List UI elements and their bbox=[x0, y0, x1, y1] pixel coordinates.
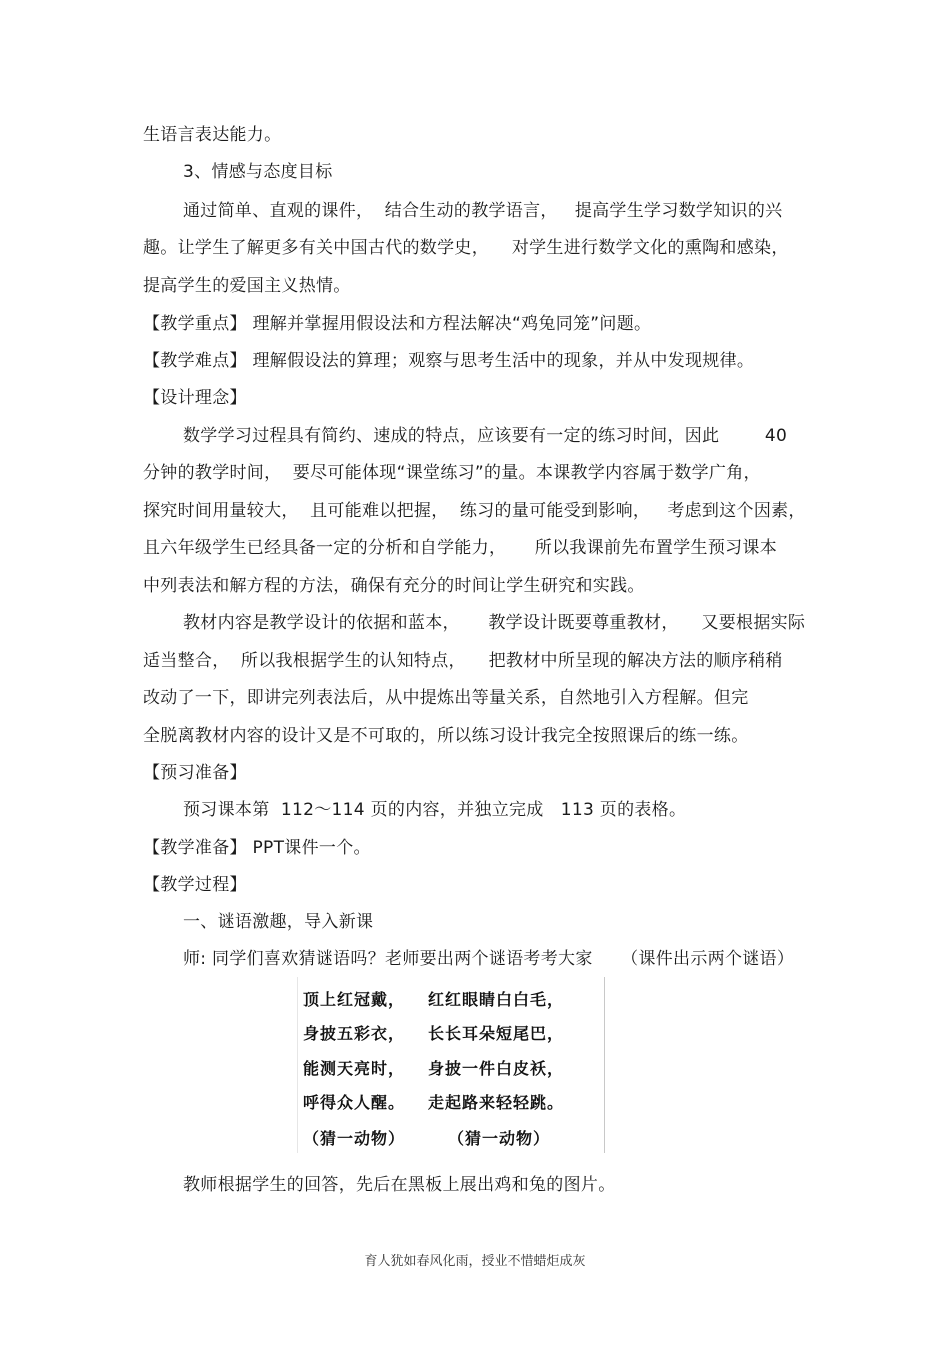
difficult-point: 【教学难点】 理解假设法的算理；观察与思考生活中的现象，并从中发现规律。 bbox=[143, 351, 755, 371]
paragraph: 教材内容是教学设计的依据和蓝本， 教学设计既要尊重教材， 又要根据实际 bbox=[183, 613, 806, 633]
paragraph: 全脱离教材内容的设计又是不可取的，所以练习设计我完全按照课后的练一练。 bbox=[143, 726, 749, 746]
section-heading: 3、情感与态度目标 bbox=[183, 162, 333, 182]
paragraph: 教师根据学生的回答，先后在黑板上展出鸡和兔的图片。 bbox=[183, 1175, 616, 1195]
riddle-right-line: 红红眼睛白白毛， bbox=[428, 990, 565, 1009]
riddle-left-hint: （猜一动物） bbox=[303, 1129, 406, 1148]
paragraph: 改动了一下，即讲完列表法后，从中提炼出等量关系，自然地引入方程解。但完 bbox=[143, 688, 749, 708]
paragraph: 数学学习过程具有简约、速成的特点，应该要有一定的练习时间，因此 40 bbox=[183, 426, 788, 446]
paragraph: 中列表法和解方程的方法，确保有充分的时间让学生研究和实践。 bbox=[143, 576, 645, 596]
paragraph: 生语言表达能力。 bbox=[143, 125, 282, 145]
riddle-right-line: 长长耳朵短尾巴， bbox=[428, 1024, 565, 1043]
sub-heading: 一、谜语激趣，导入新课 bbox=[183, 912, 374, 932]
paragraph: 且六年级学生已经具备一定的分析和自学能力， 所以我课前先布置学生预习课本 bbox=[143, 538, 778, 558]
riddle-right-line: 走起路来轻轻跳。 bbox=[428, 1093, 565, 1112]
riddle-left-line: 顶上红冠戴， bbox=[303, 990, 406, 1009]
section-heading: 【设计理念】 bbox=[143, 388, 247, 408]
section-heading: 【教学过程】 bbox=[143, 875, 247, 895]
key-point: 【教学重点】 理解并掌握用假设法和方程法解决“鸡兔同笼”问题。 bbox=[143, 314, 652, 334]
riddle-image bbox=[297, 977, 605, 1153]
riddle-left-line: 身披五彩衣， bbox=[303, 1024, 406, 1043]
riddle-left-line: 呼得众人醒。 bbox=[303, 1093, 406, 1112]
page-footer: 育人犹如春风化雨，授业不惜蜡炬成灰 bbox=[364, 1254, 586, 1269]
teaching-prep: 【教学准备】 PPT课件一个。 bbox=[143, 838, 371, 858]
riddle-left-line: 能测天亮时， bbox=[303, 1059, 406, 1078]
paragraph: 适当整合， 所以我根据学生的认知特点， 把教材中所呈现的解决方法的顺序稍稍 bbox=[143, 651, 783, 671]
paragraph: 师: 同学们喜欢猜谜语吗？老师要出两个谜语考考大家 （课件出示两个谜语） bbox=[183, 949, 795, 969]
paragraph: 提高学生的爱国主义热情。 bbox=[143, 276, 351, 296]
paragraph: 趣。让学生了解更多有关中国古代的数学史， 对学生进行数学文化的熏陶和感染， bbox=[143, 238, 789, 258]
paragraph: 预习课本第 112～114 页的内容，并独立完成 113 页的表格。 bbox=[183, 800, 687, 820]
riddle-right-line: 身披一件白皮袄， bbox=[428, 1059, 565, 1078]
section-heading: 【预习准备】 bbox=[143, 763, 247, 783]
paragraph: 分钟的教学时间， 要尽可能体现“课堂练习”的量。本课教学内容属于数学广角， bbox=[143, 463, 761, 483]
paragraph: 通过简单、直观的课件， 结合生动的教学语言， 提高学生学习数学知识的兴 bbox=[183, 201, 783, 221]
paragraph: 探究时间用量较大， 且可能难以把握， 练习的量可能受到影响， 考虑到这个因素， bbox=[143, 501, 806, 521]
riddle-right-hint: （猜一动物） bbox=[448, 1129, 551, 1148]
